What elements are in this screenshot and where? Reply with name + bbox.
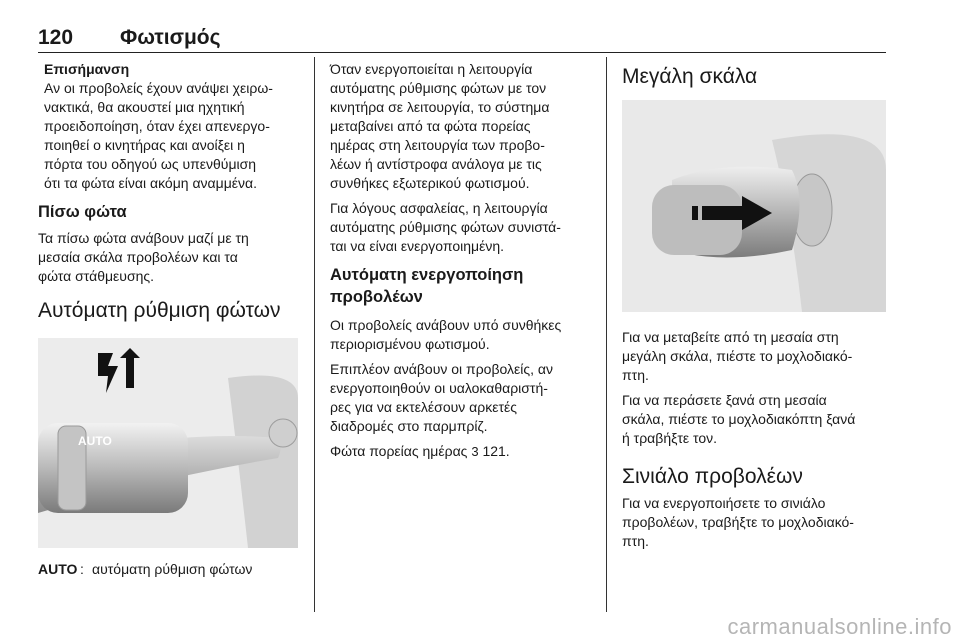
- section-heading-auto-headlights: Αυτόματη ενεργοποίηση: [330, 266, 524, 284]
- text-line: ενεργοποιηθούν οι υαλοκαθαριστή-: [330, 380, 548, 396]
- text-line: πτη.: [622, 533, 649, 549]
- text-line: Όταν ενεργοποιείται η λειτουργία: [330, 61, 533, 77]
- text-line: νακτικά, θα ακουστεί μια ηχητική: [44, 99, 245, 115]
- text-line: περιορισμένου φωτισμού.: [330, 336, 490, 352]
- text-line: λέων ή αντίστροφα ανάλογα με τις: [330, 156, 542, 172]
- text-line: Οι προβολείς ανάβουν υπό συνθήκες: [330, 317, 562, 333]
- text-line: Για να ενεργοποιήσετε το σινιάλο: [622, 495, 826, 511]
- stalk-illustration: [38, 338, 298, 548]
- watermark: carmanualsonline.info: [727, 614, 952, 639]
- page-header: [38, 22, 886, 53]
- column-left: [38, 60, 303, 579]
- legend-colon: :: [80, 561, 84, 577]
- reference-arrow-icon: 3: [471, 444, 479, 459]
- text-line: ότι τα φώτα είναι ακόμη αναμμένα.: [44, 175, 258, 191]
- auto-position-label: AUTO: [78, 434, 112, 448]
- text-line: Για να μεταβείτε από τη μεσαία στη: [622, 329, 839, 345]
- section-heading-rear-lights: Πίσω φώτα: [38, 203, 127, 221]
- section-heading-headlight-flash: Σινιάλο προβολέων: [622, 465, 803, 488]
- note-body: [44, 79, 303, 193]
- page-number: 120: [38, 26, 74, 49]
- text-line: Αν οι προβολείς έχουν ανάψει χειρω-: [44, 80, 273, 96]
- reference-page: 121.: [482, 443, 510, 459]
- cross-reference[interactable]: [330, 442, 595, 461]
- legend-key: AUTO: [38, 561, 78, 577]
- text-line: προβολέων, τραβήξτε το μοχλοδιακό-: [622, 514, 854, 530]
- high-beam-figure: [622, 100, 886, 312]
- figure-legend: [38, 560, 303, 579]
- note-title: Επισήμανση: [44, 61, 130, 77]
- text-line: ή τραβήξτε τον.: [622, 430, 718, 446]
- text-line: ται να είναι ενεργοποιημένη.: [330, 238, 505, 254]
- text-line: διαδρομές στο παρμπρίζ.: [330, 418, 488, 434]
- column-right: [622, 60, 892, 551]
- text-line: Για λόγους ασφαλείας, η λειτουργία: [330, 200, 548, 216]
- legend-text: αυτόματη ρύθμιση φώτων: [92, 561, 253, 577]
- high-beam-illustration: [622, 100, 886, 312]
- text-line: Επιπλέον ανάβουν οι προβολείς, αν: [330, 361, 553, 377]
- column-divider: [314, 57, 315, 612]
- chapter-title: Φωτισμός: [120, 26, 221, 49]
- text-line: μεγάλη σκάλα, πιέστε το μοχλοδιακό-: [622, 348, 853, 364]
- text-line: Τα πίσω φώτα ανάβουν μαζί με τη: [38, 230, 249, 246]
- text-line: πτη.: [622, 367, 649, 383]
- section-heading-auto-headlights: προβολέων: [330, 288, 423, 306]
- text-line: Για να περάσετε ξανά στη μεσαία: [622, 392, 827, 408]
- text-line: συνθήκες εξωτερικού φωτισμού.: [330, 175, 530, 191]
- text-line: αυτόματης ρύθμισης φώτων με τον: [330, 80, 547, 96]
- text-line: ποιηθεί ο κινητήρας και ανοίξει η: [44, 137, 245, 153]
- text-line: σκάλα, πιέστε το μοχλοδιακόπτη ξανά: [622, 411, 856, 427]
- text-line: μεσαία σκάλα προβολέων και τα: [38, 249, 238, 265]
- section-heading-high-beam: Μεγάλη σκάλα: [622, 65, 758, 88]
- text-line: πόρτα του οδηγού ως υπενθύμιση: [44, 156, 257, 172]
- reference-text: Φώτα πορείας ημέρας: [330, 443, 468, 459]
- text-line: αυτόματης ρύθμισης φώτων συνιστά-: [330, 219, 561, 235]
- light-switch-figure: [38, 338, 298, 548]
- section-heading-auto-lights: Αυτόματη ρύθμιση φώτων: [38, 299, 281, 322]
- text-line: ημέρας στη λειτουργία των προβο-: [330, 137, 545, 153]
- column-middle: [330, 60, 595, 461]
- column-divider: [606, 57, 607, 612]
- text-line: μεταβαίνει από τα φώτα πορείας: [330, 118, 531, 134]
- text-line: ρες για να εκτελέσουν αρκετές: [330, 399, 517, 415]
- text-line: κινητήρα σε λειτουργία, το σύστημα: [330, 99, 550, 115]
- text-line: προειδοποίηση, όταν έχει απενεργο-: [44, 118, 270, 134]
- text-line: φώτα στάθμευσης.: [38, 268, 155, 284]
